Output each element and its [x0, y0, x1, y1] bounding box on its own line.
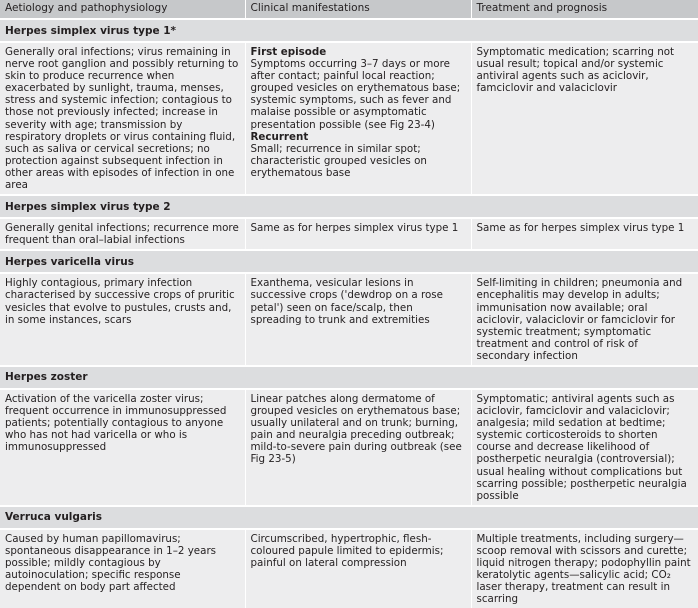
table-row — [0, 218, 698, 250]
treatment-cell: Multiple treatments, including surgery—scoop removal with scissors and curette; liquid nitrogen therapy; podophyllin paint keratolytic agents—salicylic acid; CO₂ laser therapy, treatment can result in scarring — [471, 529, 698, 608]
aetiology-cell: Highly contagious, primary infection characterised by successive crops of pruritic vesicles that evolve to pustules, crusts and, in some instances, scars — [0, 273, 245, 366]
header-row — [0, 0, 698, 19]
section-title: Herpes simplex virus type 1* — [0, 19, 698, 42]
section-title: Verruca vulgaris — [0, 506, 698, 529]
clinical-cell: Circumscribed, hypertrophic, flesh-coloured papule limited to epidermis; painful on lateral compression — [245, 529, 471, 608]
section-title: Herpes varicella virus — [0, 250, 698, 273]
aetiology-cell: Generally oral infections; virus remaining in nerve root ganglion and possibly returning to skin to produce recurrence when exacerbated by sunlight, trauma, menses, stress and systemic infection; contagious to those not previously infected; increase in severity with age; transmission by respiratory droplets or virus containing fluid, such as saliva or cervical secretions; no protection against subsequent infection in other areas with episodes of infection in one area — [0, 42, 245, 195]
subheading: First episode — [250, 46, 327, 58]
section-row — [0, 506, 698, 529]
table-row — [0, 42, 698, 195]
aetiology-cell: Generally genital infections; recurrence more frequent than oral–labial infections — [0, 218, 245, 250]
clinical-cell: Same as for herpes simplex virus type 1 — [245, 218, 471, 250]
section-row — [0, 366, 698, 389]
table-row — [0, 273, 698, 366]
subheading: Recurrent — [250, 130, 309, 143]
aetiology-cell: Caused by human papillomavirus; spontaneous disappearance in 1–2 years possible; mildly contagious by autoinoculation; specific response dependent on body part affected — [0, 529, 245, 608]
clinical-cell: Linear patches along dermatome of grouped vesicles on erythematous base; usually unilateral and on trunk; burning, pain and neuralgia preceding outbreak; mild-to-severe pain during outbreak (see Fig 23-5) — [245, 389, 471, 506]
table-row — [0, 529, 698, 608]
section-row — [0, 250, 698, 273]
clinical-text: Symptoms occurring 3–7 days or more after contact; painful local reaction; grouped vesicles on erythematous base; systemic symptoms, such as fever and malaise possible or asymptomatic presentation possible (see Fig 23-4) — [250, 58, 461, 131]
header-clinical: Clinical manifestations — [245, 0, 471, 19]
treatment-cell: Self-limiting in children; pneumonia and encephalitis may develop in adults; immunisation now available; oral aciclovir, valaciclovir or famciclovir for systemic treatment; symptomatic treatment and control of risk of secondary infection — [471, 273, 698, 366]
treatment-cell: Symptomatic; antiviral agents such as aciclovir, famciclovir and valaciclovir; analgesia; mild sedation at bedtime; systemic corticosteroids to shorten course and decrease likelihood of postherpetic neuralgia (controversial); usual healing without complications but scarring possible; postherpetic neuralgia possible — [471, 389, 698, 506]
table-row — [0, 389, 698, 506]
clinical-cell: Exanthema, vesicular lesions in successive crops ('dewdrop on a rose petal') seen on face/scalp, then spreading to trunk and extremities — [245, 273, 471, 366]
section-row — [0, 19, 698, 42]
section-row — [0, 195, 698, 218]
clinical-cell — [245, 42, 471, 195]
aetiology-cell: Activation of the varicella zoster virus; frequent occurrence in immunosuppressed patients; potentially contagious to anyone who has not had varicella or who is immunosuppressed — [0, 389, 245, 506]
section-title: Herpes simplex virus type 2 — [0, 195, 698, 218]
section-title: Herpes zoster — [0, 366, 698, 389]
header-aetiology: Aetiology and pathophysiology — [0, 0, 245, 19]
treatment-cell: Symptomatic medication; scarring not usual result; topical and/or systemic antiviral agents such as aciclovir, famciclovir and valaciclovir — [471, 42, 698, 195]
treatment-cell: Same as for herpes simplex virus type 1 — [471, 218, 698, 250]
header-treatment: Treatment and prognosis — [471, 0, 698, 19]
clinical-text: Small; recurrence in similar spot; characteristic grouped vesicles on erythematous base — [250, 142, 427, 179]
